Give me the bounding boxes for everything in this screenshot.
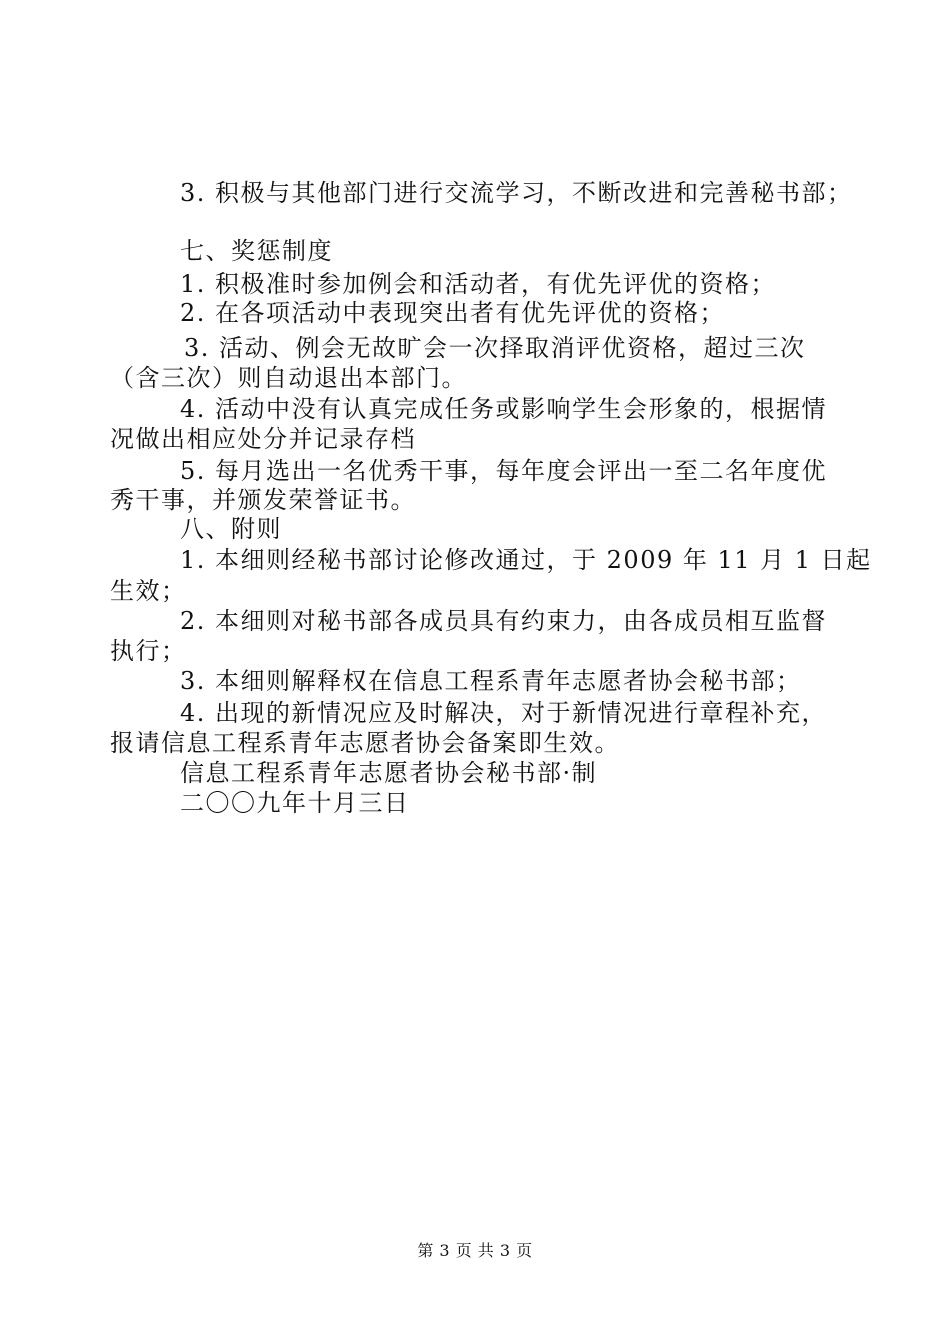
signature-date: 二〇〇九年十月三日 xyxy=(180,789,410,817)
text-line: 况做出相应处分并记录存档 xyxy=(110,425,416,453)
signature-org: 信息工程系青年志愿者协会秘书部·制 xyxy=(180,759,598,787)
text-line: 2. 本细则对秘书部各成员具有约束力，由各成员相互监督 xyxy=(180,607,828,635)
text-line: 5. 每月选出一名优秀干事，每年度会评出一至二名年度优 xyxy=(180,457,828,485)
text-line: 执行； xyxy=(110,637,187,665)
text-line: 3. 活动、例会无故旷会一次择取消评优资格，超过三次 xyxy=(184,334,806,362)
text-line: 4. 活动中没有认真完成任务或影响学生会形象的，根据情 xyxy=(180,395,828,423)
text-line: 生效； xyxy=(110,577,187,605)
page-footer: 第 3 页 共 3 页 xyxy=(417,1241,533,1260)
section-heading: 七、奖惩制度 xyxy=(180,237,333,265)
text-line: （含三次）则自动退出本部门。 xyxy=(110,364,467,392)
section-heading: 八、附则 xyxy=(180,515,282,543)
text-line: 1. 积极准时参加例会和活动者，有优先评优的资格； xyxy=(180,270,777,298)
text-line: 3. 积极与其他部门进行交流学习，不断改进和完善秘书部； xyxy=(180,179,853,207)
text-line: 2. 在各项活动中表现突出者有优先评优的资格； xyxy=(180,299,726,327)
text-line: 秀干事，并颁发荣誉证书。 xyxy=(110,486,416,514)
text-line: 1. 本细则经秘书部讨论修改通过，于 2009 年 11 月 1 日起 xyxy=(180,546,872,574)
text-line: 报请信息工程系青年志愿者协会备案即生效。 xyxy=(110,729,620,757)
text-line: 4. 出现的新情况应及时解决，对于新情况进行章程补充， xyxy=(180,699,828,727)
text-line: 3. 本细则解释权在信息工程系青年志愿者协会秘书部； xyxy=(180,667,802,695)
